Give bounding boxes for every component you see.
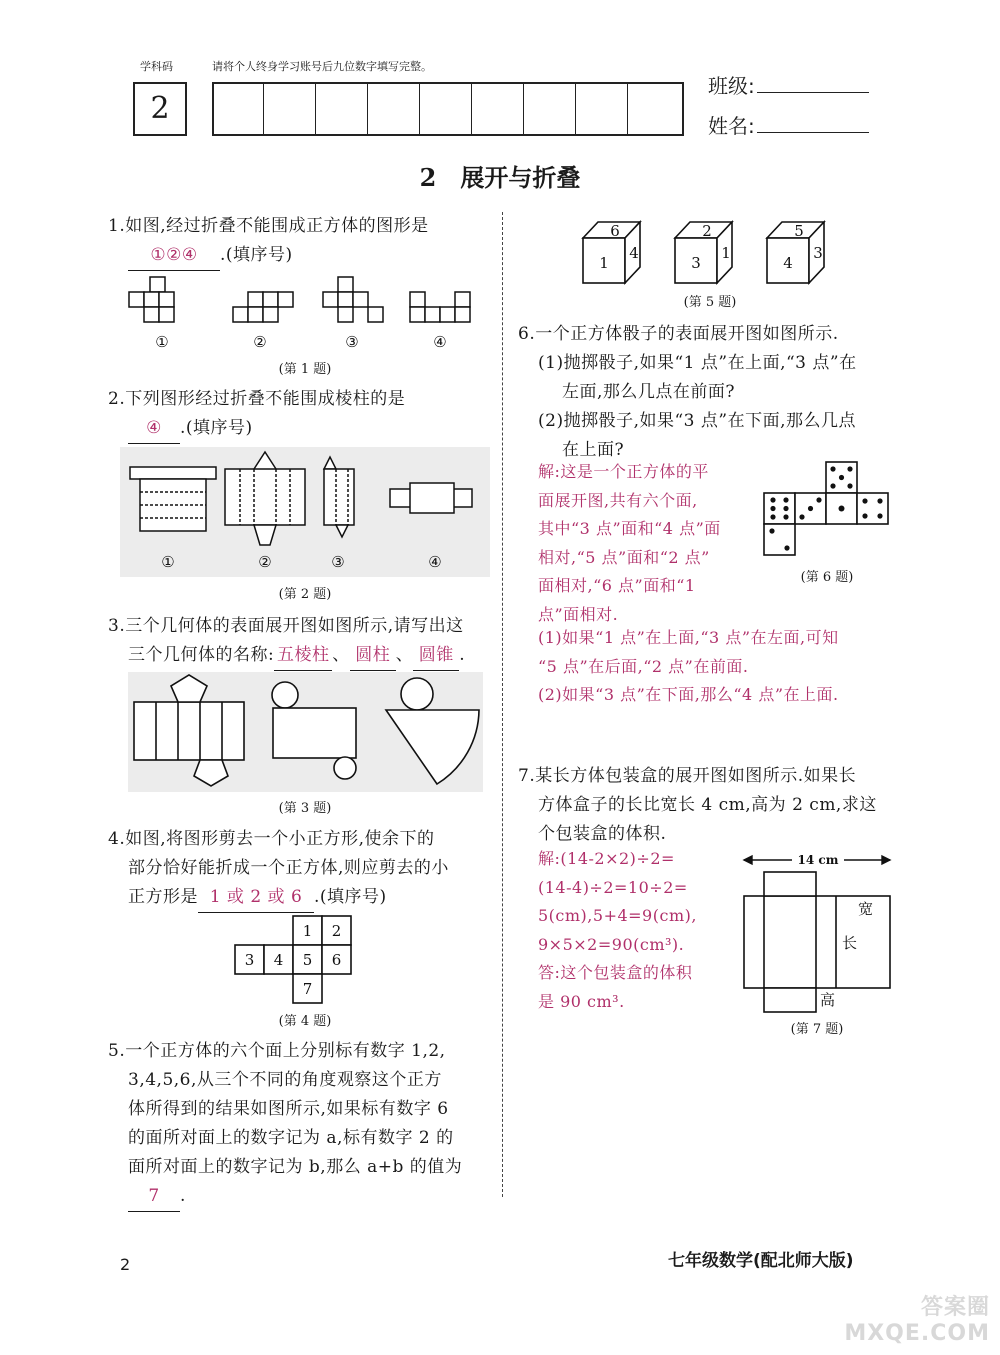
svg-text:宽: 宽	[858, 900, 874, 918]
account-number-boxes[interactable]	[212, 82, 684, 136]
svg-text:4: 4	[629, 244, 639, 262]
q2-text: 2.下列图形经过折叠不能围成棱柱的是 ④ .(填序号)	[108, 385, 405, 444]
svg-text:3: 3	[691, 254, 701, 272]
svg-text:1: 1	[599, 254, 609, 272]
name-field[interactable]	[708, 110, 869, 139]
q1-caption: (第 1 题)	[278, 362, 332, 377]
q3-answer-2: 圆柱	[350, 641, 396, 671]
svg-text:3: 3	[813, 244, 823, 262]
svg-text:4: 4	[783, 254, 793, 272]
svg-text:14 cm: 14 cm	[797, 853, 839, 867]
q1-figure	[120, 275, 490, 357]
q2-label-3: ③	[331, 553, 345, 571]
q1-text: 1.如图,经过折叠不能围成正方体的图形是 ①②④ .(填序号)	[108, 212, 429, 271]
q3-answer-1: 五棱柱	[274, 641, 332, 671]
q6-answers: (1)如果“1 点”在上面,“3 点”在左面,可知 “5 点”在后面,“2 点”在前面. (2)如果“3 点”在下面,那么“4 点”在上面.	[538, 628, 839, 704]
q4-answer: 1 或 2 或 6	[198, 883, 314, 913]
q5-caption: (第 5 题)	[683, 295, 737, 310]
q1-label-4: ④	[433, 333, 447, 351]
svg-text:6: 6	[610, 222, 620, 240]
q5-cubes	[578, 218, 848, 288]
q6-text: 6.一个正方体骰子的表面展开图如图所示. (1)抛掷骰子,如果“1 点”在上面,“3 点”在 左面,那么几点在前面? (2)抛掷骰子,如果“3 点”在下面,那么几点 在上面?	[518, 324, 857, 460]
digit-cell[interactable]	[474, 84, 524, 134]
svg-text:5: 5	[302, 951, 313, 969]
q6-dice-net	[762, 462, 892, 560]
q2-label-1: ①	[161, 553, 175, 571]
svg-text:6: 6	[331, 951, 342, 969]
q2-label-4: ④	[428, 553, 442, 571]
q6-caption: (第 6 题)	[800, 570, 854, 585]
q2-label-2: ②	[258, 553, 272, 571]
digit-cell[interactable]	[318, 84, 368, 134]
q1-label-2: ②	[253, 333, 267, 351]
name-label: 姓名:	[708, 114, 755, 138]
digit-cell[interactable]	[370, 84, 420, 134]
class-field[interactable]	[708, 70, 869, 99]
q2-figure	[120, 447, 490, 577]
q1-answer: ①②④	[128, 241, 220, 271]
q3-text: 3.三个几何体的表面展开图如图所示,请写出这 三个几何体的名称: 五棱柱 、 圆柱 、 圆锥 .	[108, 612, 465, 671]
digit-cell[interactable]	[630, 84, 680, 134]
svg-text:高: 高	[820, 991, 836, 1009]
q6-solution: 解:这是一个正方体的平 面展开图,共有六个面, 其中“3 点”面和“4 点”面 相对,“5 点”面和“2 点” 面相对,“6 点”面和“1 点”面相对.	[538, 462, 721, 624]
page-title: 2 展开与折叠	[419, 163, 581, 192]
class-label: 班级:	[708, 74, 755, 98]
svg-text:长: 长	[842, 934, 858, 952]
digit-cell[interactable]	[266, 84, 316, 134]
q7-text: 7.某长方体包装盒的展开图如图所示.如果长 方体盒子的长比宽长 4 cm,高为 2 cm,求这 个包装盒的体积.	[518, 766, 877, 844]
q3-figure	[128, 672, 483, 792]
q4-caption: (第 4 题)	[278, 1014, 332, 1029]
q4-text: 4.如图,将图形剪去一个小正方形,使余下的 部分恰好能折成一个正方体,则应剪去的小 正方形是 1 或 2 或 6 .(填序号)	[108, 825, 449, 913]
q7-solution: 解:(14-2×2)÷2= (14-4)÷2=10÷2= 5(cm),5+4=9(cm), 9×5×2=90(cm³). 答:这个包装盒的体积 是 90 cm³.	[538, 849, 697, 1011]
q1-label-1: ①	[155, 333, 169, 351]
svg-text:5: 5	[794, 222, 804, 240]
svg-text:4: 4	[273, 951, 284, 969]
svg-text:1: 1	[721, 244, 731, 262]
svg-text:1: 1	[302, 922, 313, 940]
digit-cell[interactable]	[578, 84, 628, 134]
digit-cell[interactable]	[214, 84, 264, 134]
q3-caption: (第 3 题)	[278, 801, 332, 816]
q3-answer-3: 圆锥	[413, 641, 459, 671]
q4-figure	[233, 916, 353, 1004]
q1-label-3: ③	[345, 333, 359, 351]
svg-text:2: 2	[702, 222, 712, 240]
q2-caption: (第 2 题)	[278, 587, 332, 602]
q7-caption: (第 7 题)	[790, 1022, 844, 1037]
subject-code-box: 2	[133, 82, 187, 136]
q2-answer: ④	[128, 414, 180, 444]
svg-text:7: 7	[302, 980, 313, 998]
q5-answer: 7	[128, 1182, 180, 1212]
book-title: 七年级数学(配北师大版)	[668, 1251, 854, 1271]
q5-text: 5.一个正方体的六个面上分别标有数字 1,2, 3,4,5,6,从三个不同的角度观察这个正方 体所得到的结果如图所示,如果标有数字 6 的面所对面上的数字记为 a,标有数字 2 的 面所对面上的数字记为 b,那么 a+b 的值为 7 .	[108, 1037, 462, 1212]
q7-box-net	[742, 848, 892, 1013]
page-number: 2	[120, 1255, 131, 1274]
id-instruction: 请将个人终身学习账号后九位数字填写完整。	[212, 60, 432, 73]
column-divider	[502, 212, 503, 1197]
watermark: 答案圈 MXQE.COM	[844, 1295, 990, 1346]
svg-text:2: 2	[331, 922, 342, 940]
subject-code-label: 学科码	[140, 60, 173, 73]
digit-cell[interactable]	[422, 84, 472, 134]
digit-cell[interactable]	[526, 84, 576, 134]
svg-text:3: 3	[244, 951, 255, 969]
